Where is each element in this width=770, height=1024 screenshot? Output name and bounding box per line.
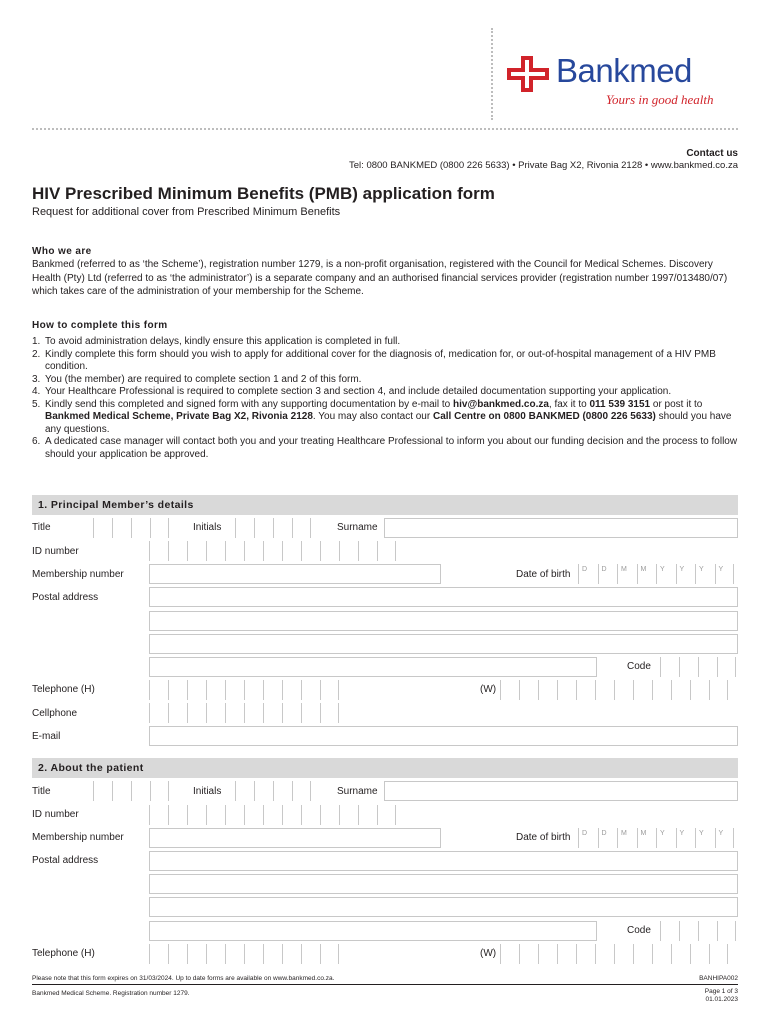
id-number-field[interactable] — [149, 541, 396, 561]
form-title: HIV Prescribed Minimum Benefits (PMB) application form — [32, 184, 495, 203]
footer-expiry-note: Please note that this form expires on 31/03/2024. Up to date forms are available on www.bankmed.co.za. — [32, 975, 335, 982]
patient-membership-number-field[interactable] — [149, 828, 441, 848]
instruction-item: 2. Kindly complete this form should you wish to apply for additional cover for the diagnosis of, medication for, or out-of-hospital management of a HIV PMB condition. — [32, 348, 716, 372]
patient-title-field[interactable] — [93, 781, 169, 801]
surname-label: Surname — [337, 522, 378, 533]
title-field[interactable] — [93, 518, 169, 538]
patient-postal-code-field[interactable] — [660, 921, 736, 941]
dob-label: Date of birth — [516, 569, 571, 580]
initials-label: Initials — [193, 522, 222, 533]
page-number: Page 1 of 3 — [704, 988, 738, 995]
dob-field[interactable]: D D M M Y Y Y Y — [578, 564, 734, 584]
who-we-are-heading: Who we are — [32, 246, 92, 257]
patient-membership-number-label: Membership number — [32, 832, 124, 843]
patient-postal-address-line3[interactable] — [149, 897, 738, 917]
footer-form-code: BANHIPA002 — [699, 975, 738, 982]
header-divider-horizontal — [32, 128, 738, 130]
patient-surname-field[interactable] — [384, 781, 738, 801]
cellphone-field[interactable] — [149, 703, 339, 723]
contact-details: Tel: 0800 BANKMED (0800 226 5633) • Private Bag X2, Rivonia 2128 • www.bankmed.co.za — [349, 160, 738, 171]
cellphone-label: Cellphone — [32, 708, 78, 719]
patient-initials-label: Initials — [193, 786, 222, 797]
instruction-item: 6. A dedicated case manager will contact both you and your treating Healthcare Professional to inform you about our funding decision and the process to follow should your application be approved. — [32, 436, 738, 460]
patient-telephone-w-label: (W) — [480, 948, 497, 959]
patient-dob-label: Date of birth — [516, 832, 571, 843]
patient-title-label: Title — [32, 786, 51, 797]
contact-title: Contact us — [686, 148, 738, 159]
postal-address-line2[interactable] — [149, 611, 738, 631]
footer-page-info — [705, 988, 738, 1004]
email-label: E-mail — [32, 731, 61, 742]
membership-number-field[interactable] — [149, 564, 441, 584]
title-label: Title — [32, 522, 51, 533]
patient-initials-field[interactable] — [235, 781, 311, 801]
patient-postal-address-line4[interactable] — [149, 921, 597, 941]
patient-id-number-field[interactable] — [149, 805, 396, 825]
patient-surname-label: Surname — [337, 786, 378, 797]
instruction-item: 3. You (the member) are required to complete section 1 and 2 of this form. — [32, 373, 362, 385]
telephone-w-label: (W) — [480, 684, 497, 695]
patient-postal-address-line1[interactable] — [149, 851, 738, 871]
footer-divider — [32, 984, 738, 985]
instruction-item: 1. To avoid administration delays, kindly ensure this application is completed in full. — [32, 336, 401, 347]
header-divider-vertical — [491, 28, 493, 120]
brand-tagline: Yours in good health — [606, 92, 714, 107]
email-link[interactable]: hiv@bankmed.co.za — [453, 398, 549, 410]
footer-registration: Bankmed Medical Scheme. Registration number 1279. — [32, 990, 190, 997]
form-subtitle: Request for additional cover from Prescribed Minimum Benefits — [32, 206, 341, 218]
instruction-item: 4. Your Healthcare Professional is required to complete section 3 and section 4, and include detailed documentation supporting your application. — [32, 386, 672, 397]
telephone-h-label: Telephone (H) — [32, 684, 95, 695]
patient-postal-address-line2[interactable] — [149, 874, 738, 894]
how-to-heading: How to complete this form — [32, 320, 168, 331]
instructions-list — [32, 336, 742, 461]
postal-address-line1[interactable] — [149, 587, 738, 607]
patient-telephone-w-field[interactable] — [500, 944, 728, 964]
who-we-are-text: Bankmed (referred to as ‘the Scheme’), registration number 1279, is a non-profit organisation, registered with the Council for Medical Schemes. Discovery Health (Pty) Ltd (referred to as ‘the administrator’) is a separate company and an authorised financial services provider (registration number 1997/013480/07) which takes care of the administration of your membership for the Scheme. — [32, 259, 728, 297]
patient-id-number-label: ID number — [32, 809, 79, 820]
code-label: Code — [627, 661, 651, 672]
postal-address-line3[interactable] — [149, 634, 738, 654]
patient-code-label: Code — [627, 925, 651, 936]
postal-code-field[interactable] — [660, 657, 736, 677]
patient-dob-field[interactable]: D D M M Y Y Y Y — [578, 828, 734, 848]
initials-field[interactable] — [235, 518, 311, 538]
postal-address-label: Postal address — [32, 592, 99, 603]
telephone-h-field[interactable] — [149, 680, 339, 700]
id-number-label: ID number — [32, 546, 79, 557]
section1-header: 1. Principal Member’s details — [32, 495, 738, 515]
surname-field[interactable] — [384, 518, 738, 538]
patient-postal-address-label: Postal address — [32, 855, 99, 866]
form-date: 01.01.2023 — [705, 996, 738, 1003]
postal-address-line4[interactable] — [149, 657, 597, 677]
telephone-w-field[interactable] — [500, 680, 728, 700]
patient-telephone-h-field[interactable] — [149, 944, 339, 964]
section2-header: 2. About the patient — [32, 758, 738, 778]
patient-telephone-h-label: Telephone (H) — [32, 948, 95, 959]
membership-number-label: Membership number — [32, 569, 124, 580]
email-field[interactable] — [149, 726, 738, 746]
instruction-item: 5. Kindly send this completed and signed form with any supporting documentation by e-mail to hiv@bankmed.co.za, fax it to 011 539 3151 or post it to Bankmed Medical Scheme, Private Bag X2, Rivonia 2128. You may also contact our Call Centre on 0800 BANKMED (0800 226 5633) should you have any questions. — [32, 398, 732, 435]
bankmed-cross-icon — [507, 56, 549, 92]
brand-name: Bankmed — [556, 52, 692, 89]
